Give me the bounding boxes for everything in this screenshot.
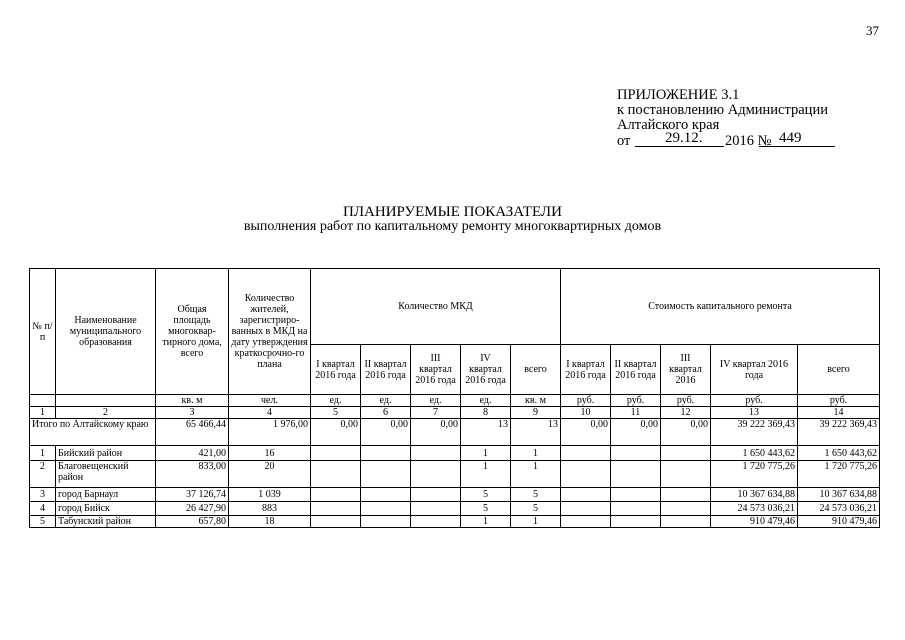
row-num: 3 <box>30 488 56 502</box>
document-subtitle: выполнения работ по капитальному ремонту многоквартирных домов <box>243 219 662 234</box>
row-total: 5 <box>511 488 561 502</box>
appendix-line-2: Алтайского края <box>617 117 720 133</box>
row-num: 2 <box>30 461 56 488</box>
unit-cell: ед. <box>461 395 511 407</box>
row-cost-q2 <box>611 461 661 488</box>
row-cost-q4: 10 367 634,88 <box>711 488 798 502</box>
total-q2: 0,00 <box>361 419 411 446</box>
row-name: Бийский район <box>56 446 156 461</box>
row-q2 <box>361 502 411 516</box>
row-area: 657,80 <box>156 516 229 528</box>
row-total: 1 <box>511 446 561 461</box>
row-q4: 1 <box>461 461 511 488</box>
row-q4: 1 <box>461 516 511 528</box>
row-name: город Бийск <box>56 502 156 516</box>
row-q3 <box>411 516 461 528</box>
column-number: 14 <box>798 407 880 419</box>
row-area: 26 427,90 <box>156 502 229 516</box>
header-residents: Количество жителей, зарегистриро-ванных в МКД на дату утверждения краткосрочно-го плана <box>229 269 311 395</box>
row-residents: 16 <box>229 446 311 461</box>
row-cost-total: 1 650 443,62 <box>798 446 880 461</box>
total-cost-q1: 0,00 <box>561 419 611 446</box>
total-cost-q2: 0,00 <box>611 419 661 446</box>
row-cost-q3 <box>661 461 711 488</box>
unit-cell: руб. <box>661 395 711 407</box>
unit-cell: ед. <box>311 395 361 407</box>
row-cost-q3 <box>661 516 711 528</box>
row-q1 <box>311 502 361 516</box>
row-q4: 5 <box>461 488 511 502</box>
row-q2 <box>361 461 411 488</box>
units-row <box>30 395 880 407</box>
date-value: 29.12. <box>665 130 703 146</box>
column-numbers-row <box>30 407 880 419</box>
header-row-1 <box>30 269 880 345</box>
total-q4: 13 <box>461 419 511 446</box>
column-number: 7 <box>411 407 461 419</box>
row-num: 4 <box>30 502 56 516</box>
row-q1 <box>311 461 361 488</box>
header-cost-q2: II квартал 2016 года <box>611 345 661 395</box>
row-q3 <box>411 488 461 502</box>
table-row <box>30 516 880 528</box>
date-prefix: от <box>617 133 631 149</box>
row-area: 421,00 <box>156 446 229 461</box>
column-number: 5 <box>311 407 361 419</box>
indicators-table <box>29 268 880 528</box>
row-total: 1 <box>511 516 561 528</box>
column-number: 10 <box>561 407 611 419</box>
unit-cell: ед. <box>361 395 411 407</box>
row-residents: 20 <box>229 461 311 488</box>
header-area: Общая площадь многоквар-тирного дома, всего <box>156 269 229 395</box>
total-q3: 0,00 <box>411 419 461 446</box>
column-number: 4 <box>229 407 311 419</box>
unit-cell: руб. <box>611 395 661 407</box>
row-total: 1 <box>511 461 561 488</box>
total-cost-q4: 39 222 369,43 <box>711 419 798 446</box>
column-number: 1 <box>30 407 56 419</box>
total-cost-q3: 0,00 <box>661 419 711 446</box>
row-residents: 883 <box>229 502 311 516</box>
total-row <box>30 419 880 446</box>
header-num: № п/п <box>30 269 56 395</box>
row-total: 5 <box>511 502 561 516</box>
unit-cell <box>56 395 156 407</box>
row-q3 <box>411 502 461 516</box>
row-cost-q3 <box>661 488 711 502</box>
document-title: ПЛАНИРУЕМЫЕ ПОКАЗАТЕЛИ <box>343 204 562 220</box>
row-cost-q1 <box>561 502 611 516</box>
row-q3 <box>411 446 461 461</box>
header-cost-q3: III квартал 2016 <box>661 345 711 395</box>
row-q4: 5 <box>461 502 511 516</box>
table-row <box>30 488 880 502</box>
row-cost-q4: 1 650 443,62 <box>711 446 798 461</box>
total-label: Итого по Алтайскому краю <box>30 419 156 446</box>
header-name: Наименование муниципального образования <box>56 269 156 395</box>
table-row <box>30 446 880 461</box>
row-cost-total: 24 573 036,21 <box>798 502 880 516</box>
row-cost-q3 <box>661 446 711 461</box>
year-number-label: 2016 № <box>725 133 772 149</box>
header-q1: I квартал 2016 года <box>311 345 361 395</box>
row-cost-q4: 24 573 036,21 <box>711 502 798 516</box>
column-number: 9 <box>511 407 561 419</box>
unit-cell: чел. <box>229 395 311 407</box>
total-residents: 1 976,00 <box>229 419 311 446</box>
row-name: город Барнаул <box>56 488 156 502</box>
row-name: Благовещенский район <box>56 461 156 488</box>
header-total: всего <box>511 345 561 395</box>
total-count: 13 <box>511 419 561 446</box>
table-row <box>30 461 880 488</box>
unit-cell <box>30 395 56 407</box>
row-q2 <box>361 488 411 502</box>
header-cost-q1: I квартал 2016 года <box>561 345 611 395</box>
unit-cell: руб. <box>798 395 880 407</box>
total-cost-all: 39 222 369,43 <box>798 419 880 446</box>
unit-cell: руб. <box>711 395 798 407</box>
row-residents: 1 039 <box>229 488 311 502</box>
row-area: 37 126,74 <box>156 488 229 502</box>
row-q2 <box>361 516 411 528</box>
row-cost-q4: 910 479,46 <box>711 516 798 528</box>
row-cost-q2 <box>611 516 661 528</box>
header-cost-q4: IV квартал 2016 года <box>711 345 798 395</box>
row-num: 5 <box>30 516 56 528</box>
row-cost-q3 <box>661 502 711 516</box>
row-cost-q1 <box>561 461 611 488</box>
row-cost-q4: 1 720 775,26 <box>711 461 798 488</box>
row-cost-total: 10 367 634,88 <box>798 488 880 502</box>
column-number: 3 <box>156 407 229 419</box>
row-residents: 18 <box>229 516 311 528</box>
total-q1: 0,00 <box>311 419 361 446</box>
row-q1 <box>311 516 361 528</box>
row-q1 <box>311 488 361 502</box>
row-cost-total: 910 479,46 <box>798 516 880 528</box>
number-value: 449 <box>779 130 802 146</box>
row-cost-q2 <box>611 446 661 461</box>
unit-cell: руб. <box>561 395 611 407</box>
appendix-line-1: к постановлению Администрации <box>617 102 828 118</box>
table-row <box>30 502 880 516</box>
row-q3 <box>411 461 461 488</box>
row-cost-q1 <box>561 488 611 502</box>
row-cost-q1 <box>561 446 611 461</box>
row-q2 <box>361 446 411 461</box>
row-q1 <box>311 446 361 461</box>
header-q4: IV квартал 2016 года <box>461 345 511 395</box>
column-number: 11 <box>611 407 661 419</box>
row-cost-q2 <box>611 502 661 516</box>
header-mkd-group: Количество МКД <box>311 269 561 345</box>
column-number: 2 <box>56 407 156 419</box>
row-cost-q2 <box>611 488 661 502</box>
header-cost-group: Стоимость капитального ремонта <box>561 269 880 345</box>
column-number: 13 <box>711 407 798 419</box>
column-number: 6 <box>361 407 411 419</box>
unit-cell: ед. <box>411 395 461 407</box>
row-num: 1 <box>30 446 56 461</box>
header-q2: II квартал 2016 года <box>361 345 411 395</box>
header-cost-total: всего <box>798 345 880 395</box>
column-number: 12 <box>661 407 711 419</box>
row-area: 833,00 <box>156 461 229 488</box>
row-cost-q1 <box>561 516 611 528</box>
appendix-title: ПРИЛОЖЕНИЕ 3.1 <box>617 87 740 103</box>
row-name: Табунский район <box>56 516 156 528</box>
appendix-date-row <box>617 130 847 149</box>
header-q3: III квартал 2016 года <box>411 345 461 395</box>
total-area: 65 466,44 <box>156 419 229 446</box>
page-number: 37 <box>866 23 879 38</box>
unit-cell: кв. м <box>511 395 561 407</box>
unit-cell: кв. м <box>156 395 229 407</box>
row-cost-total: 1 720 775,26 <box>798 461 880 488</box>
row-q4: 1 <box>461 446 511 461</box>
column-number: 8 <box>461 407 511 419</box>
